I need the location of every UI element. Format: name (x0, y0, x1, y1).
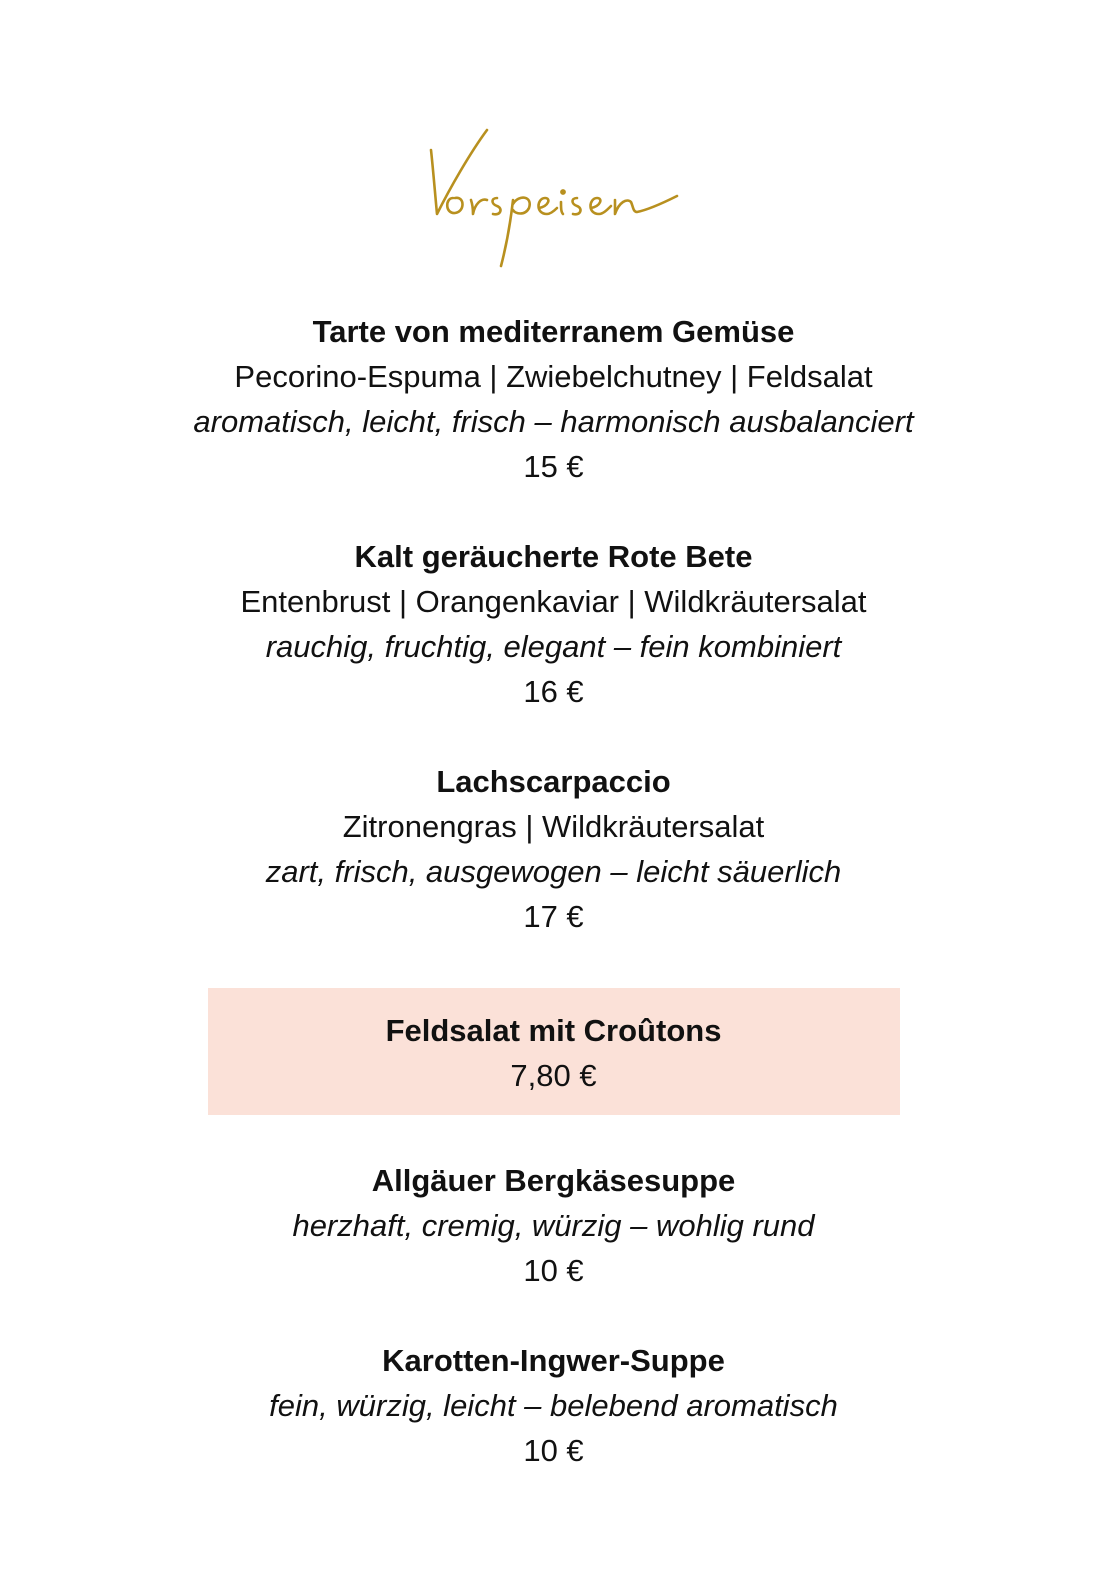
dish-price: 10 € (523, 1253, 584, 1288)
dish-price: 15 € (523, 449, 584, 484)
dish-components: Entenbrust | Orangenkaviar | Wildkräutersalat (240, 584, 867, 619)
dish-name: Tarte von mediterranem Gemüse (312, 314, 795, 349)
dish-description: herzhaft, cremig, würzig – wohlig rund (292, 1208, 815, 1243)
highlighted-menu-item (208, 988, 900, 1115)
spacer (0, 939, 1107, 988)
dish-name: Feldsalat mit Croûtons (385, 1013, 722, 1048)
dish-name: Karotten-Ingwer-Suppe (382, 1343, 725, 1378)
dish-description: rauchig, fruchtig, elegant – fein kombiniert (265, 629, 842, 664)
dish-components: Pecorino-Espuma | Zwiebelchutney | Feldsalat (234, 359, 873, 394)
dish-price: 7,80 € (510, 1058, 597, 1093)
dish-description: zart, frisch, ausgewogen – leicht säuerlich (265, 854, 842, 889)
vorspeisen-script-title (415, 118, 695, 278)
dish-price: 16 € (523, 674, 584, 709)
spacer (0, 1293, 1107, 1338)
dish-name: Allgäuer Bergkäsesuppe (371, 1163, 736, 1198)
menu-item (0, 1338, 1107, 1473)
menu-item (0, 534, 1107, 714)
menu-item (0, 1158, 1107, 1293)
menu-item (0, 309, 1107, 489)
dish-price: 17 € (523, 899, 584, 934)
dish-price: 10 € (523, 1433, 584, 1468)
dish-components: Zitronengras | Wildkräutersalat (342, 809, 765, 844)
menu-item (0, 759, 1107, 939)
spacer (0, 1115, 1107, 1158)
dish-name: Lachscarpaccio (436, 764, 671, 799)
dish-description: fein, würzig, leicht – belebend aromatisch (269, 1388, 838, 1423)
spacer (0, 489, 1107, 534)
spacer (0, 714, 1107, 759)
dish-description: aromatisch, leicht, frisch – harmonisch ausbalanciert (193, 404, 914, 439)
dish-name: Kalt geräucherte Rote Bete (354, 539, 753, 574)
menu-list (0, 309, 1107, 1473)
